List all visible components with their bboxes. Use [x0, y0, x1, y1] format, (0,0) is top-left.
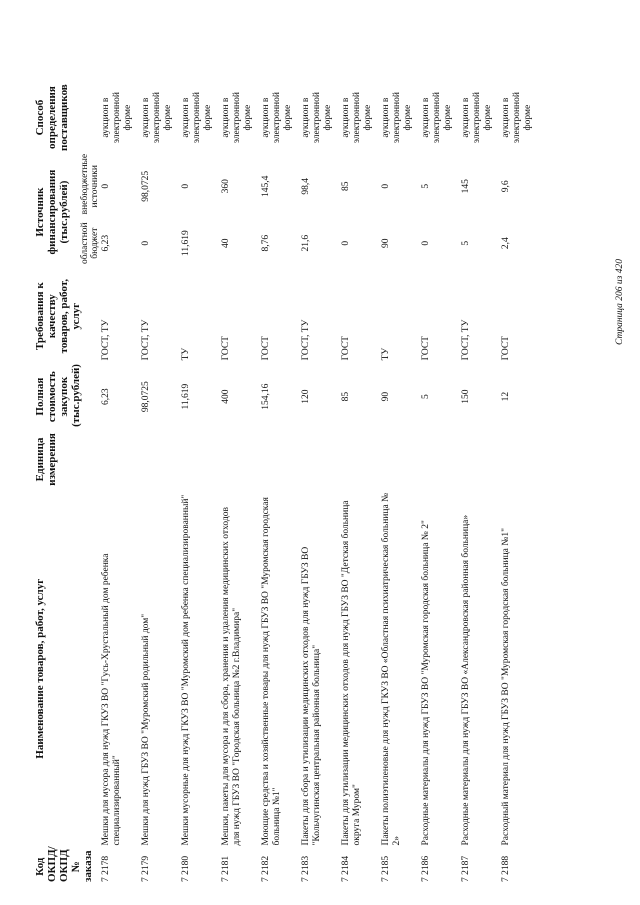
- fin-regional-value: 6,23: [100, 234, 111, 252]
- fin-extra-value: 0: [180, 183, 191, 189]
- procurement-method: аукцион в электронной форме: [140, 92, 173, 144]
- table-row: [421, 80, 461, 885]
- header-requirements: Требования к качеству товаров, работ, услуг: [34, 278, 83, 354]
- item-unit: [381, 430, 421, 489]
- fin-regional-value: 0: [140, 240, 151, 246]
- item-cost: 11,619: [180, 383, 191, 410]
- table-row: [181, 80, 221, 885]
- page-number: Страница 206 из 420: [615, 259, 625, 345]
- item-name: Мешки для нужд ГБУЗ ВО "Муромский родильный дом": [140, 613, 151, 846]
- item-requirements: ГОСТ: [420, 336, 431, 361]
- item-name: Мешки, пакеты для мусора и для сбора, хранения и удаления медицинских отходов для нужд ГБУЗ ВО "Городская больница №2 г.Владимира": [220, 507, 242, 846]
- item-name: Моющие средства и хозяйственные товары для нужд ГБУЗ ВО "Муромская городская больница №1": [260, 497, 282, 846]
- fin-regional-value: 8,76: [260, 234, 271, 252]
- fin-regional-value: 11,619: [180, 230, 191, 257]
- item-requirements: ГОСТ: [220, 336, 231, 361]
- item-unit: [501, 430, 541, 489]
- item-cost: 12: [500, 391, 511, 402]
- procurement-method: аукцион в электронной форме: [260, 92, 293, 144]
- item-name: Расходные материалы для нужд ГБУЗ ВО «Александровская районная больница»: [460, 514, 471, 846]
- procurement-method: аукцион в электронной форме: [220, 92, 253, 144]
- item-requirements: ТУ: [380, 347, 391, 361]
- item-name: Расходные материалы для нужд ГБУЗ ВО "Муромская городская больница № 2": [420, 520, 431, 846]
- fin-regional-value: 40: [220, 238, 231, 248]
- item-unit: [461, 430, 501, 489]
- table-row: [341, 80, 381, 885]
- item-name: Пакеты для сбора и утилизации медицинских отходов для нужд ГБУЗ ВО "Кольчугинская центральная районная больница": [300, 546, 322, 846]
- item-requirements: ГОСТ, ТУ: [100, 319, 111, 361]
- header-name: Наименование товаров, работ, услуг: [34, 578, 46, 759]
- fin-extra-value: 0: [380, 183, 391, 189]
- item-unit: [141, 430, 181, 489]
- item-requirements: ГОСТ: [260, 336, 271, 361]
- procurement-method: аукцион в электронной форме: [460, 92, 493, 144]
- item-requirements: ТУ: [180, 347, 191, 361]
- header-financing: Источник финансирования (тыс.рублей): [34, 169, 71, 255]
- table-row: [381, 80, 421, 885]
- order-number: 7 2185: [380, 855, 391, 882]
- fin-regional-value: 5: [460, 240, 471, 246]
- item-cost: 5: [420, 394, 431, 400]
- item-cost: 400: [220, 389, 231, 404]
- item-unit: [341, 430, 381, 489]
- table-row: [221, 80, 261, 885]
- fin-regional-value: 0: [420, 240, 431, 246]
- fin-regional-value: 21,6: [300, 234, 311, 252]
- item-cost: 120: [300, 389, 311, 404]
- item-unit: [101, 430, 141, 489]
- order-number: 7 2181: [220, 855, 231, 882]
- item-name: Мешки мусорные для нужд ГКУЗ ВО "Муромский дом ребенка специализированный": [180, 494, 191, 846]
- item-unit: [421, 430, 461, 489]
- fin-extra-value: 98,0725: [140, 170, 151, 202]
- fin-extra-value: 145,4: [260, 175, 271, 197]
- item-requirements: ГОСТ, ТУ: [140, 319, 151, 361]
- item-cost: 154,16: [260, 383, 271, 410]
- table-row: [141, 80, 181, 885]
- fin-extra-value: 9,6: [500, 180, 511, 193]
- order-number: 7 2183: [300, 855, 311, 882]
- item-name: Расходный материал для нужд ГБУЗ ВО "Муромская городская больница №1": [500, 528, 511, 846]
- procurement-method: аукцион в электронной форме: [340, 92, 373, 144]
- order-number: 7 2184: [340, 855, 351, 882]
- procurement-method: аукцион в электронной форме: [500, 92, 533, 144]
- order-number: 7 2188: [500, 855, 511, 882]
- table-row: [461, 80, 501, 885]
- fin-extra-value: 5: [420, 183, 431, 189]
- item-requirements: ГОСТ, ТУ: [460, 319, 471, 361]
- fin-regional-value: 0: [340, 240, 351, 246]
- fin-regional-value: 90: [380, 238, 391, 248]
- procurement-method: аукцион в электронной форме: [100, 92, 133, 144]
- item-unit: [301, 430, 341, 489]
- order-number: 7 2186: [420, 855, 431, 882]
- procurement-method: аукцион в электронной форме: [300, 92, 333, 144]
- fin-extra-value: 0: [100, 183, 111, 189]
- item-name: Пакеты полиэтиленовые для нужд ГКУЗ ВО «Областная психиатрическая больница № 2»: [380, 492, 402, 846]
- header-fin-regional: областной бюджет: [80, 222, 101, 264]
- item-cost: 98,0725: [140, 381, 151, 413]
- fin-extra-value: 360: [220, 179, 231, 194]
- item-cost: 85: [340, 391, 351, 402]
- item-unit: [221, 430, 261, 489]
- item-requirements: ГОСТ: [340, 336, 351, 361]
- item-unit: [261, 430, 301, 489]
- order-number: 7 2187: [460, 855, 471, 882]
- header-code: Код ОКПД/ ОКПД № заказа: [34, 846, 95, 882]
- order-number: 7 2180: [180, 855, 191, 882]
- item-requirements: ГОСТ: [500, 336, 511, 361]
- item-name: Пакеты для утилизации медицинских отходов для нужд ГБУЗ ВО "Детская больница округа Муром": [340, 500, 362, 846]
- item-requirements: ГОСТ, ТУ: [300, 319, 311, 361]
- order-number: 7 2178: [100, 855, 111, 882]
- table-row: [101, 80, 141, 885]
- procurement-method: аукцион в электронной форме: [380, 92, 413, 144]
- item-unit: [181, 430, 221, 489]
- procurement-method: аукцион в электронной форме: [420, 92, 453, 144]
- fin-extra-value: 85: [340, 181, 351, 192]
- item-cost: 150: [460, 389, 471, 404]
- order-number: 7 2182: [260, 855, 271, 882]
- table-row: [261, 80, 301, 885]
- fin-regional-value: 2,4: [500, 237, 511, 250]
- header-fin-extra: внебюджетные источники: [80, 153, 101, 215]
- table-row: [301, 80, 341, 885]
- table-row: [501, 80, 541, 885]
- fin-extra-value: 98,4: [300, 177, 311, 195]
- procurement-table: [34, 80, 541, 885]
- header-method: Способ определения поставщиков: [34, 84, 71, 151]
- order-number: 7 2179: [140, 855, 151, 882]
- item-cost: 90: [380, 391, 391, 402]
- item-name: Мешки для мусора для нужд ГКУЗ ВО "Гусь-Хрустальный дом ребенка специализированный": [100, 553, 122, 846]
- procurement-method: аукцион в электронной форме: [180, 92, 213, 144]
- fin-extra-value: 145: [460, 179, 471, 194]
- header-unit: Единица измерения: [34, 433, 59, 486]
- header-cost: Полная стоимость закупок (тыс.рублей): [34, 364, 83, 427]
- item-cost: 6,23: [100, 388, 111, 405]
